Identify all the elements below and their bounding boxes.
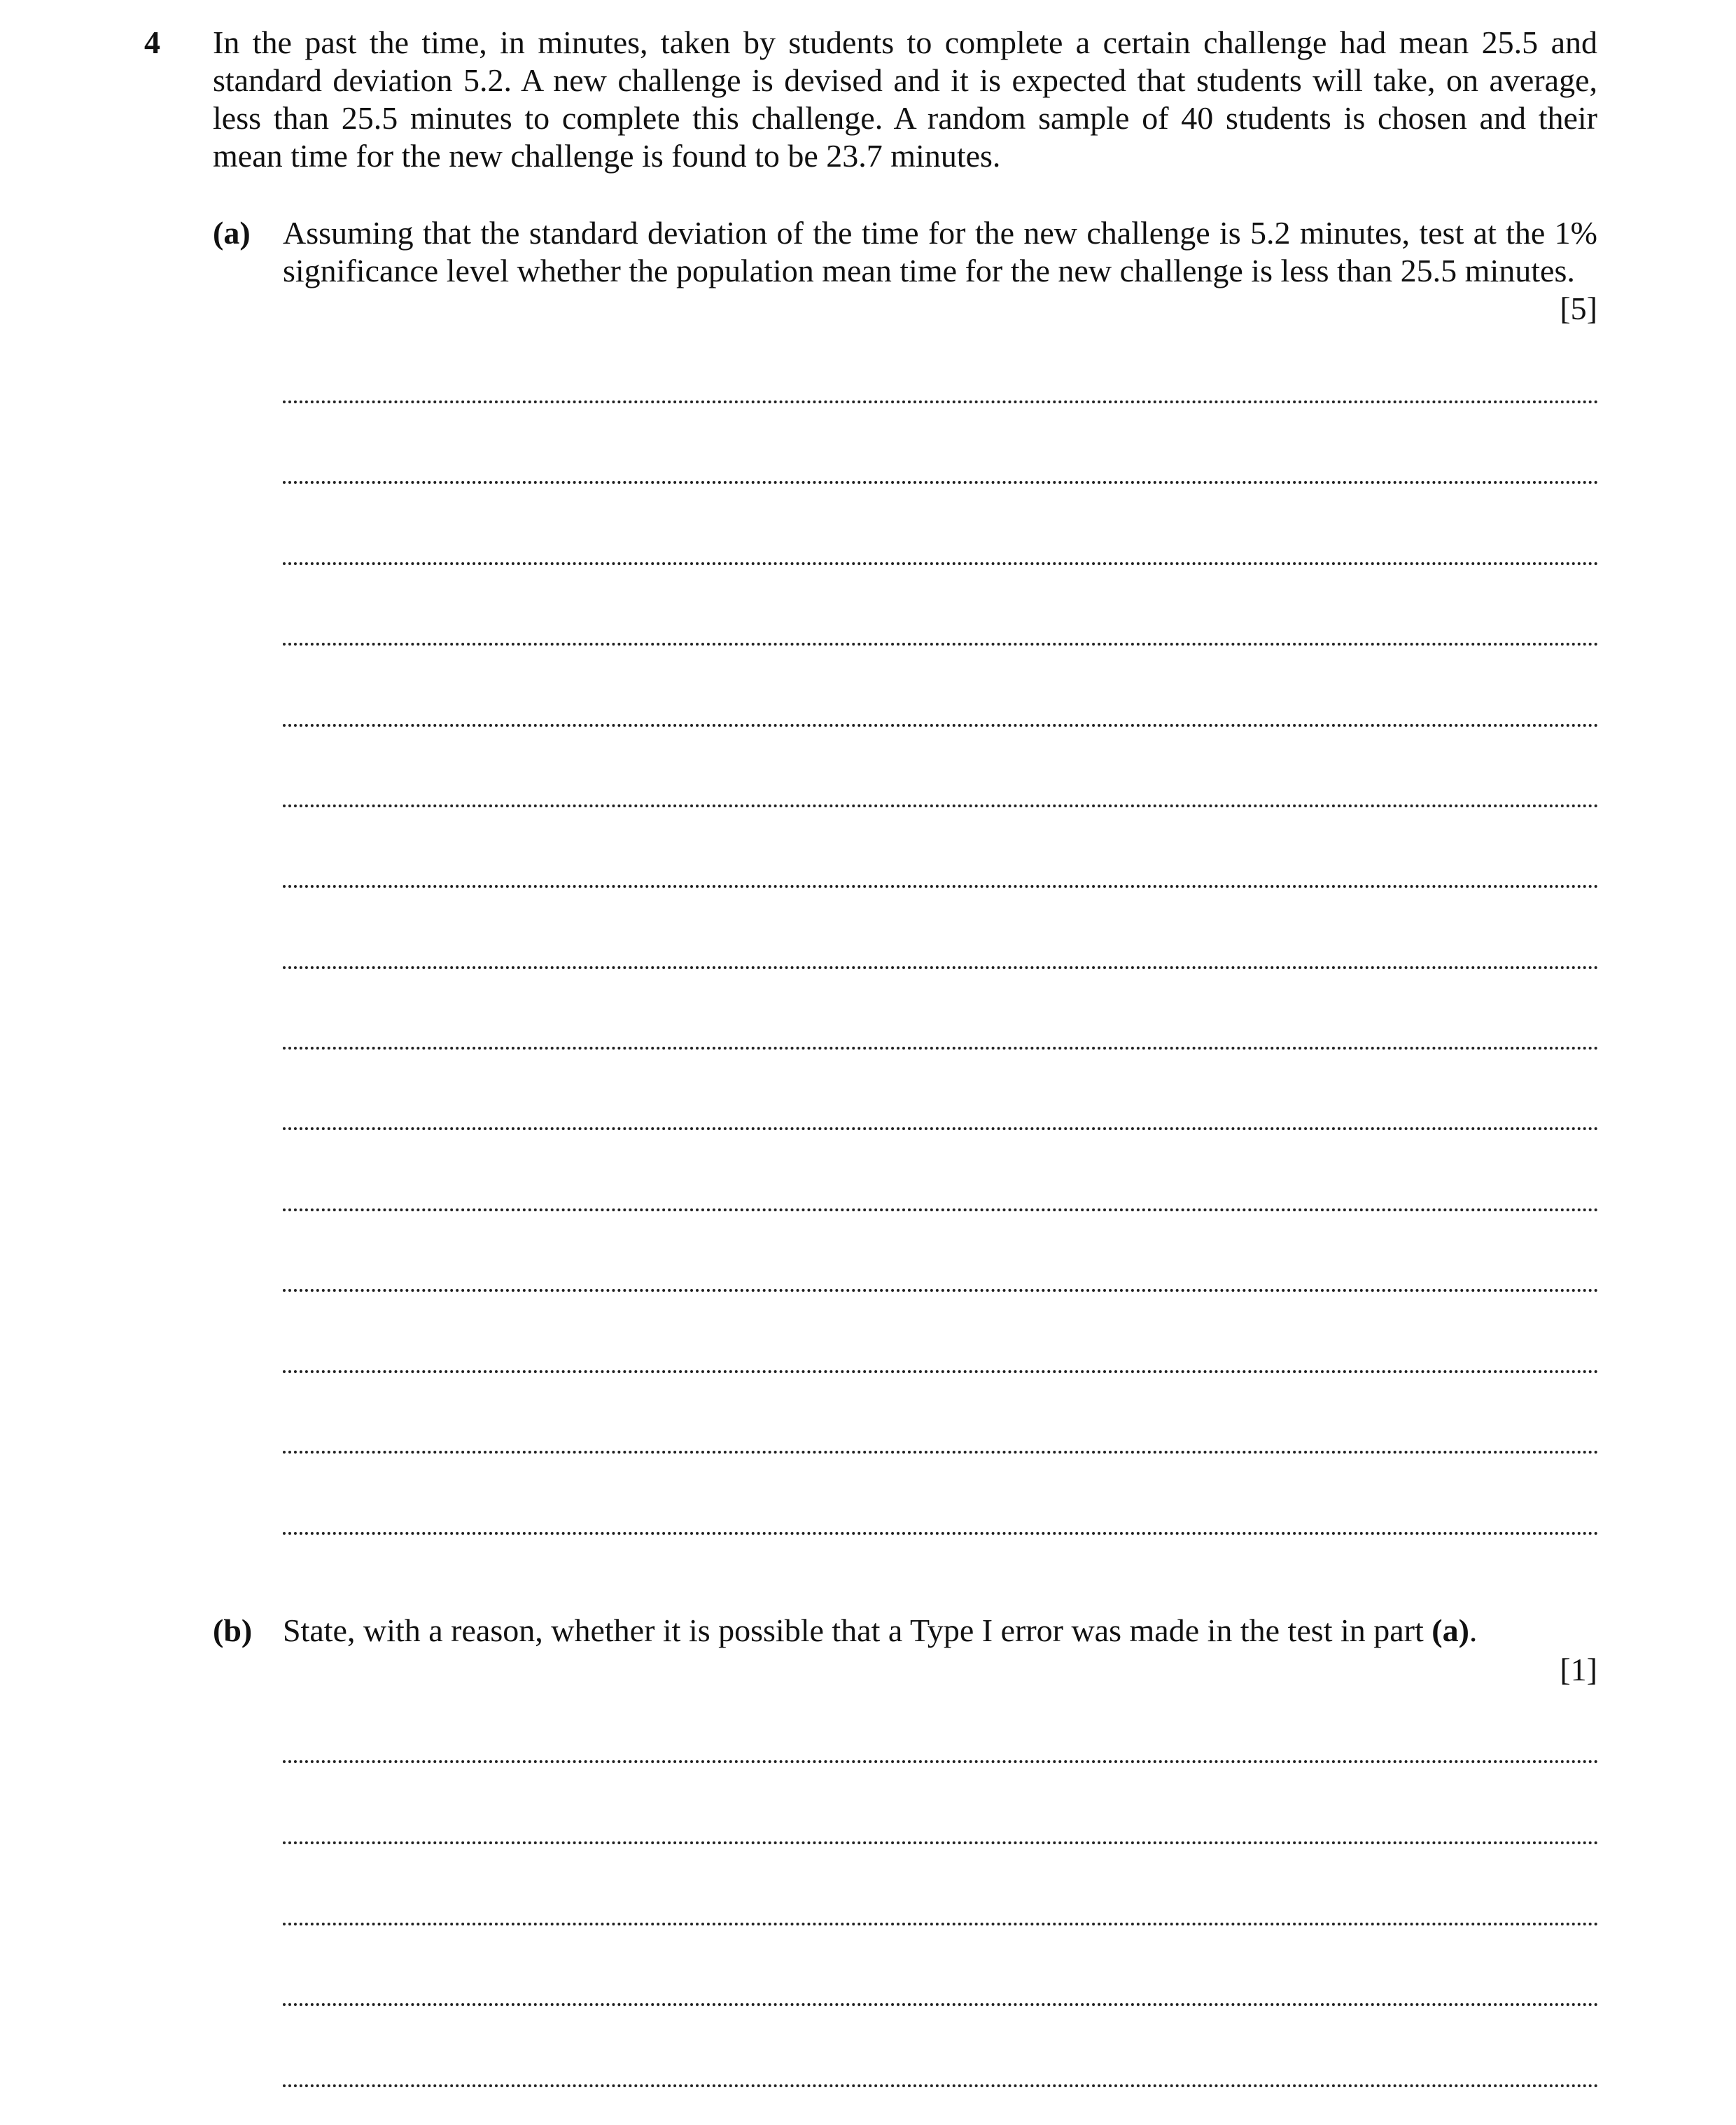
question-stem: In the past the time, in minutes, taken by students to complete a certain challenge had mean 25.5 and standard deviation 5.2. A new challenge is devised and it is expected that students will take, on average, less than 25.5 minutes to complete this challenge. A random sample of 40 students is chosen and their mean time for the new challenge is found to be 23.7 minutes.	[213, 25, 1597, 174]
answer-line-b3[interactable]	[283, 1923, 1599, 1925]
part-b-text-main: State, with a reason, whether it is possible that a Type I error was made in the test in part	[283, 1612, 1432, 1648]
answer-line-a14[interactable]	[283, 1451, 1599, 1454]
part-b-text-end: .	[1469, 1612, 1478, 1648]
answer-line-a1[interactable]	[283, 400, 1599, 403]
answer-line-a6[interactable]	[283, 804, 1599, 807]
answer-line-a3[interactable]	[283, 562, 1599, 565]
answer-line-a9[interactable]	[283, 1047, 1599, 1050]
part-b-ref: (a)	[1432, 1612, 1469, 1648]
part-b-label: (b)	[213, 1612, 253, 1648]
answer-line-a2[interactable]	[283, 481, 1599, 484]
answer-line-a7[interactable]	[283, 885, 1599, 888]
answer-line-a4[interactable]	[283, 643, 1599, 646]
answer-line-a5[interactable]	[283, 724, 1599, 727]
answer-line-a8[interactable]	[283, 966, 1599, 969]
answer-line-b1[interactable]	[283, 1760, 1599, 1763]
answer-line-a11[interactable]	[283, 1208, 1599, 1211]
part-a-text: Assuming that the standard deviation of the time for the new challenge is 5.2 minutes, test at the 1% significance level whether the population mean time for the new challenge is less than 25.5 minutes.	[283, 215, 1597, 288]
answer-line-a12[interactable]	[283, 1289, 1599, 1292]
answer-line-a15[interactable]	[283, 1532, 1599, 1535]
answer-line-b4[interactable]	[283, 2003, 1599, 2006]
answer-line-a10[interactable]	[283, 1127, 1599, 1130]
answer-line-b2[interactable]	[283, 1841, 1599, 1844]
answer-line-b5[interactable]	[283, 2084, 1599, 2087]
part-a-marks: [5]	[1560, 291, 1597, 326]
part-b-marks: [1]	[1560, 1652, 1597, 1687]
part-a-label: (a)	[213, 215, 251, 251]
question-number: 4	[144, 25, 160, 60]
answer-line-a13[interactable]	[283, 1370, 1599, 1373]
part-b-text	[283, 1612, 1597, 1650]
